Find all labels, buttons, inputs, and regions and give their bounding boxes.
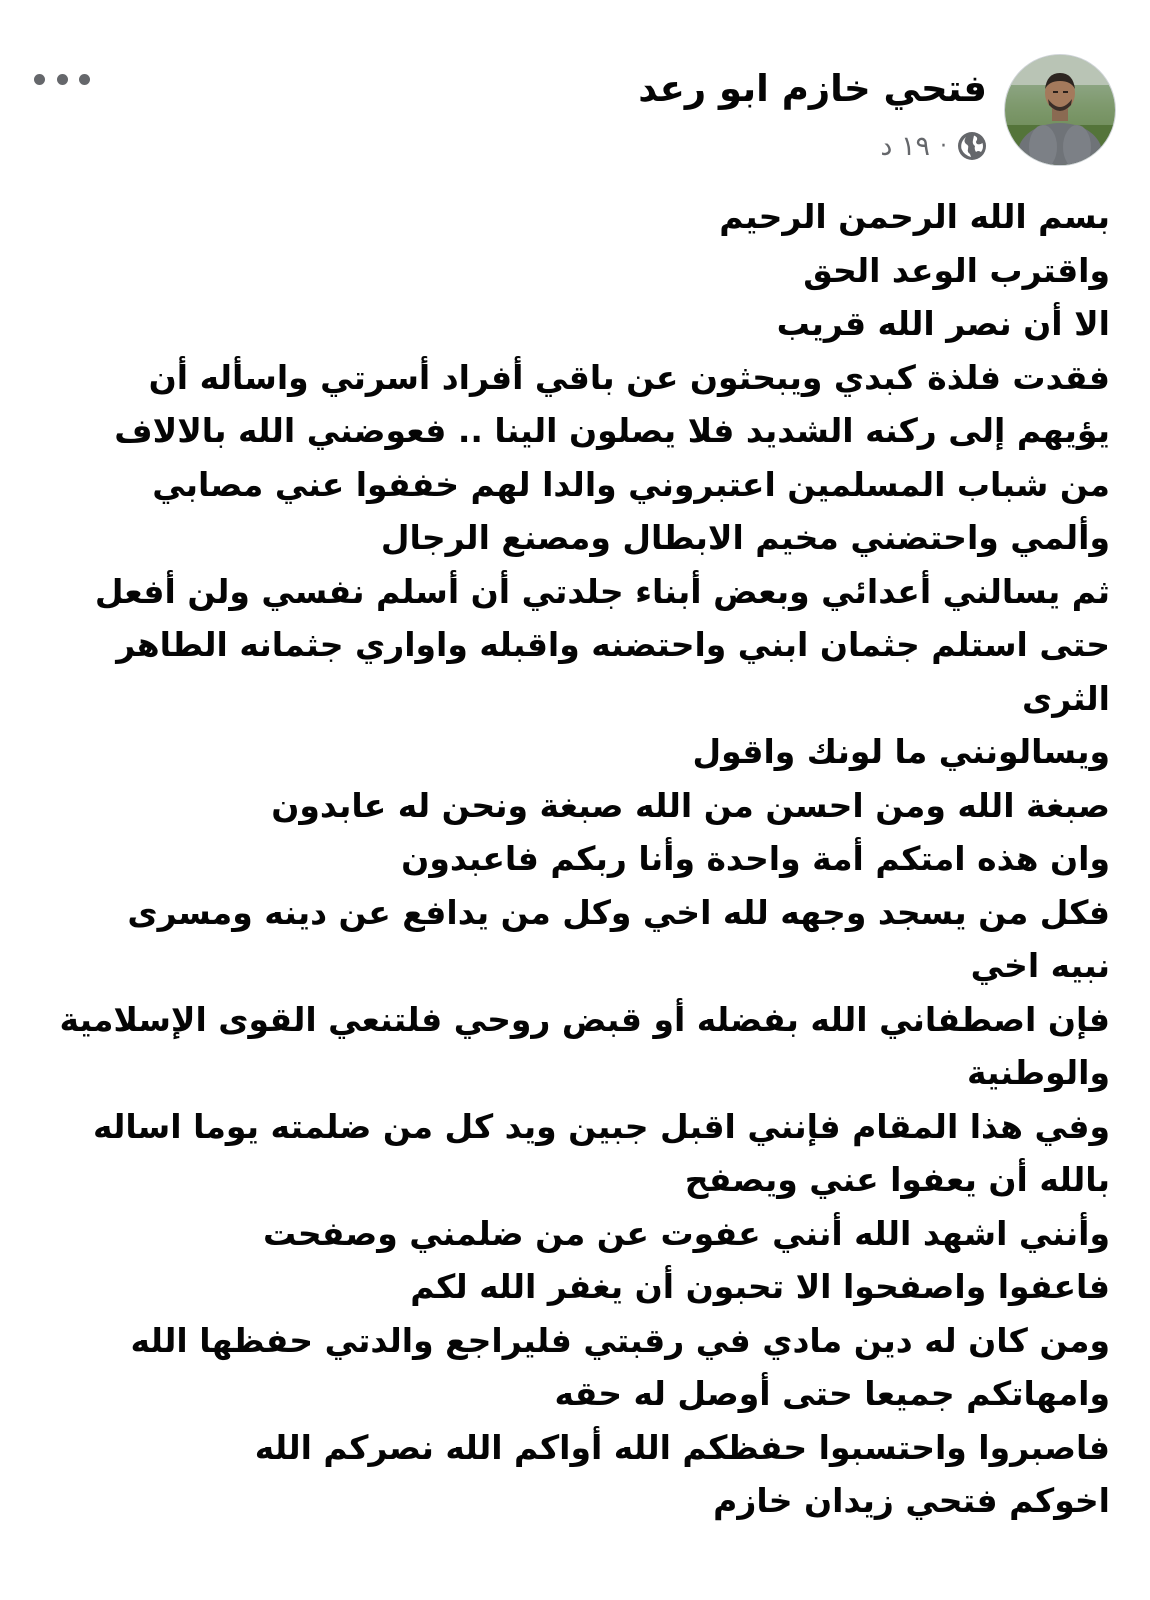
post-line: فإن اصطفاني الله بفضله أو قبض روحي فلتنعي القوى الإسلامية: [59, 999, 1110, 1039]
post-line: فكل من يسجد وجهه لله اخي وكل من يدافع عن دينه ومسرى: [127, 892, 1110, 932]
post-line: الثرى: [1022, 678, 1110, 718]
post-meta: [880, 126, 987, 166]
post-line: يؤيهم إلى ركنه الشديد فلا يصلون الينا .. فعوضني الله بالالاف: [114, 411, 1110, 450]
author-name[interactable]: فتحي خازم ابو رعد: [638, 67, 987, 110]
avatar-photo: [1005, 55, 1115, 165]
post-line: من شباب المسلمين اعتبروني والدا لهم خففوا عني مصابي: [152, 464, 1110, 504]
meta-separator: ·: [940, 133, 947, 159]
post-line: صبغة الله ومن احسن من الله صبغة ونحن له عابدون: [271, 785, 1110, 825]
post-line: فقدت فلذة كبدي ويبحثون عن باقي أفراد أسرتي واسأله أن: [148, 357, 1110, 397]
post-line: بالله أن يعفوا عني ويصفح: [684, 1160, 1110, 1199]
post-line: وأنني اشهد الله أنني عفوت عن من ضلمني وصفحت: [262, 1213, 1110, 1253]
more-options-icon: [57, 74, 68, 85]
post-line: نبيه اخي: [970, 946, 1110, 985]
post-line: فاصبروا واحتسبوا حفظكم الله أواكم الله نصركم الله: [254, 1427, 1110, 1467]
post-body: [50, 190, 1110, 1528]
avatar[interactable]: [1004, 54, 1116, 166]
post-line: الا أن نصر الله قريب: [776, 304, 1110, 343]
post-line: وامهاتكم جميعا حتى أوصل له حقه: [554, 1374, 1110, 1413]
post-line: فاعفوا واصفحوا الا تحبون أن يغفر الله لكم: [410, 1267, 1110, 1306]
more-options-button[interactable]: [34, 66, 90, 92]
post-line: اخوكم فتحي زيدان خازم: [713, 1481, 1110, 1520]
post-line: وألمي واحتضني مخيم الابطال ومصنع الرجال: [380, 518, 1110, 557]
globe-icon: [957, 131, 987, 161]
post-line: حتى استلم جثمان ابني واحتضنه واقبله واواري جثمانه الطاهر: [116, 625, 1110, 664]
post-time[interactable]: ١٩ د: [880, 130, 930, 162]
post-line: بسم الله الرحمن الرحيم: [719, 197, 1110, 236]
post-line: واقترب الوعد الحق: [803, 250, 1110, 290]
post-line: وفي هذا المقام فإنني اقبل جبين ويد كل من ضلمته يوما اساله: [93, 1106, 1110, 1146]
post-line: والوطنية: [967, 1053, 1110, 1092]
more-options-icon: [34, 74, 45, 85]
more-options-icon: [79, 74, 90, 85]
post-line: ويسالونني ما لونك واقول: [692, 732, 1110, 771]
post-line: وان هذه امتكم أمة واحدة وأنا ربكم فاعبدون: [401, 839, 1110, 878]
post-line: ومن كان له دين مادي في رقبتي فليراجع والدتي حفظها الله: [130, 1320, 1110, 1360]
post-line: ثم يسالني أعدائي وبعض أبناء جلدتي أن أسلم نفسي ولن أفعل: [94, 571, 1110, 611]
